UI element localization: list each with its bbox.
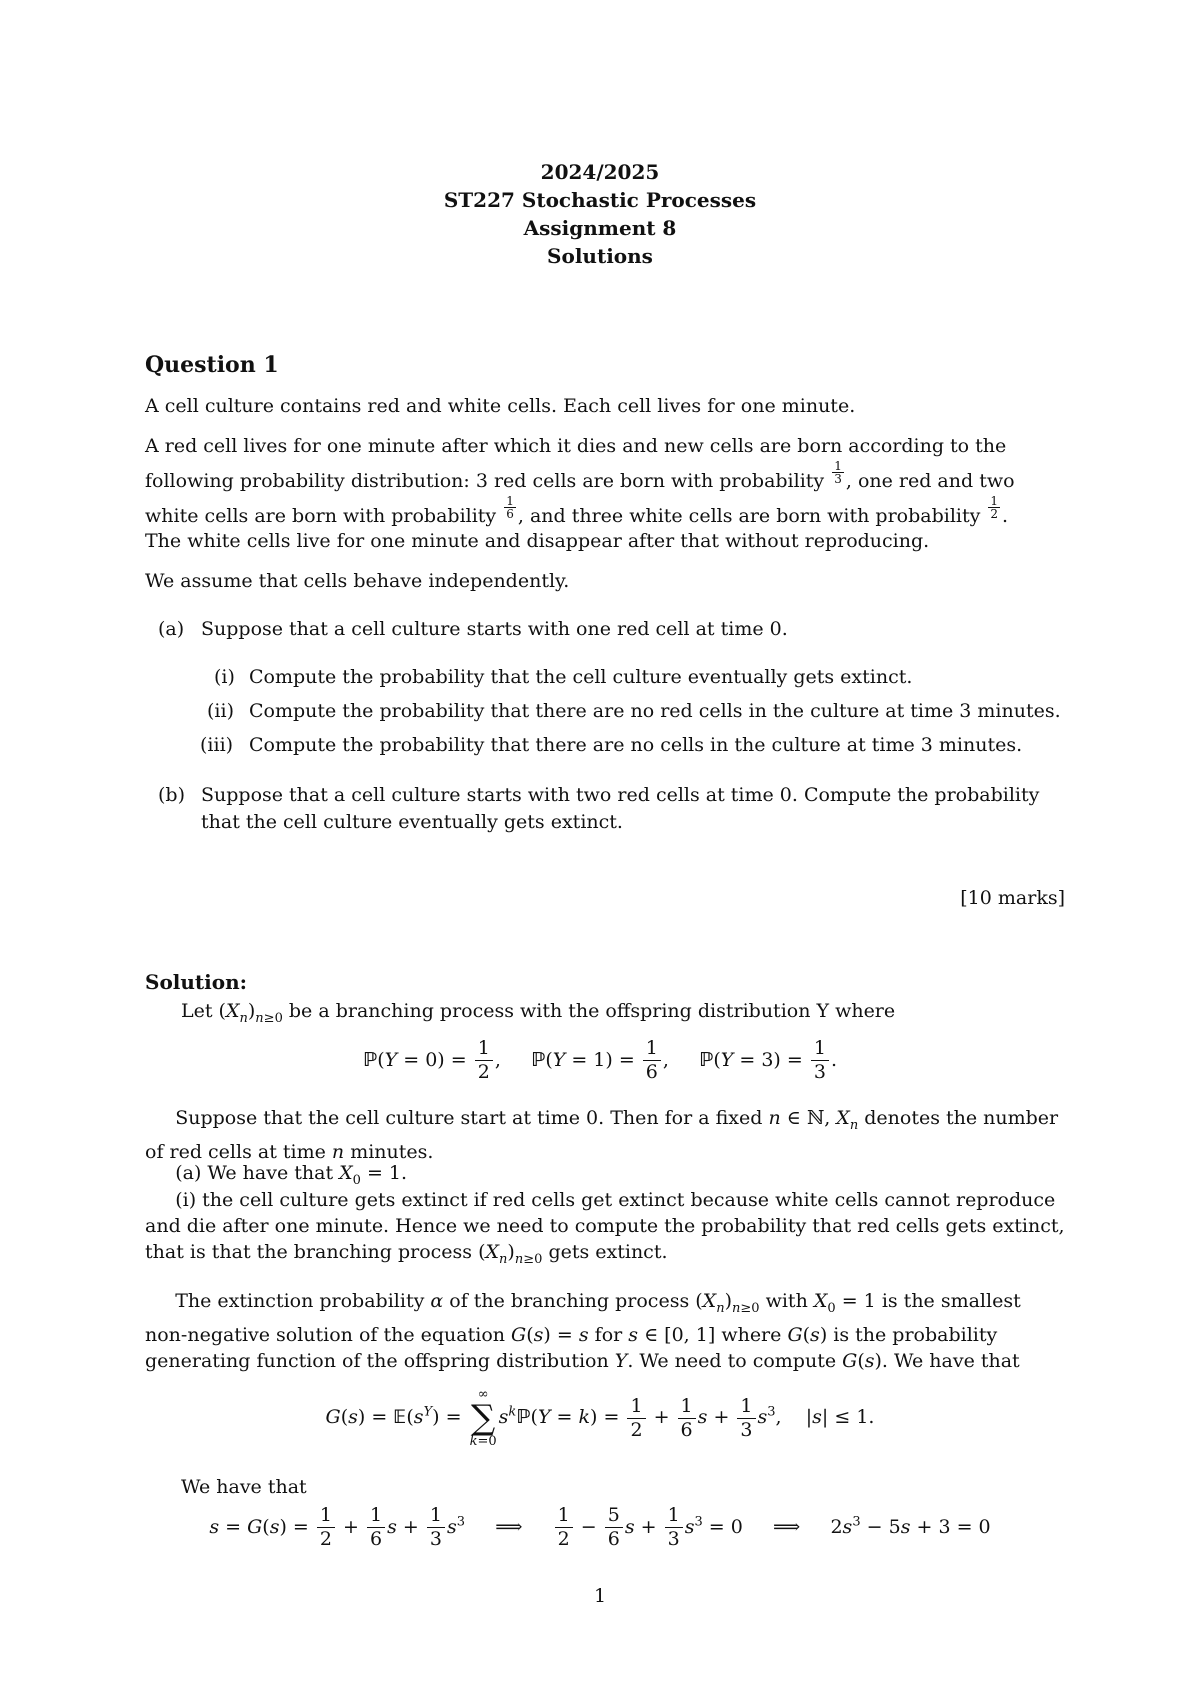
fraction-denominator: 3 [834, 472, 842, 486]
fraction-numerator: 1 [643, 1038, 661, 1061]
part-i-label: (i) [214, 666, 235, 688]
page-number: 1 [593, 1585, 607, 1607]
fraction-third [811, 1038, 829, 1083]
question-paragraph-1: A cell culture contains red and white cells. Each cell lives for one minute. [145, 395, 856, 417]
fraction-numerator: 1 [367, 1505, 385, 1528]
fraction-one-half [988, 495, 1000, 520]
fraction-half [475, 1038, 493, 1083]
fraction-one-third [832, 460, 844, 485]
fraction-denominator: 3 [429, 1528, 442, 1550]
fraction-numerator: 1 [737, 1396, 755, 1419]
solution-paragraph-3: The extinction probability α of the branching process $(X_n)_{n\ge 0}$ with $X_0 = 1$ is the smallest non-negative solution of the equation G(s) = s for s ∈ [0, 1] where G(s) is the probability generating function of the offspring distribution Y. We need to compute G(s). We have that [145, 1290, 1021, 1372]
fraction-numerator: 1 [678, 1396, 696, 1419]
part-iii-label: (iii) [200, 734, 234, 756]
marks: [10 marks] [960, 887, 1065, 909]
q-p2-text-b: , one red and two white cells are born with probability [145, 470, 1015, 527]
fraction-denominator: 2 [630, 1418, 643, 1441]
fraction-denominator: 3 [813, 1061, 826, 1083]
q-p2-text-d: . [1002, 505, 1009, 527]
sol-p3-text-g: is the probability generating function of the offspring distribution [145, 1323, 998, 1372]
fraction-denominator: 2 [319, 1528, 332, 1550]
solution-paragraph-2: Suppose that the cell culture start at time 0. Then for a fixed n ∈ ℕ, $X_n$ denotes the number of red cells at time n minutes. [145, 1107, 1059, 1163]
fraction-denominator: 6 [607, 1528, 620, 1550]
fraction-numerator: 1 [475, 1038, 493, 1061]
fraction-half [555, 1505, 573, 1550]
sol-p3-text-a: The extinction probability [175, 1290, 425, 1312]
sol-p2-text-b: denotes the number of red cells at time [145, 1107, 1059, 1163]
sol-pi-text-b: gets extinct. [548, 1241, 668, 1263]
fraction-numerator: 1 [555, 1505, 573, 1528]
fraction-sixth [367, 1505, 385, 1550]
sol-l1-text-b: be a branching process with the offspring distribution Y where [288, 1000, 896, 1022]
fraction-numerator: 1 [506, 494, 514, 508]
summation-symbol: ∞ ∑ k=0 [469, 1387, 497, 1449]
fixed-point-equation: s = G(s) = $\frac{1}{2}$ + $\frac{1}{6}$ s + $\frac{1}{3}$ $s^3$ ⟹ $\frac{1}{2}$ − $\frac{5}{6}$ s + $\frac{1}{3}$ $s^3 = 0$ ⟹ $2s^3 - 5s + 3 = 0$ [209, 1504, 991, 1550]
fraction-one-sixth [504, 495, 516, 520]
solution-line-1 [181, 998, 1065, 1032]
fraction-numerator: 1 [990, 494, 999, 508]
fraction-numerator: 1 [834, 459, 842, 473]
sol-l1-text-a: Let [181, 1000, 213, 1022]
part-a-text: Suppose that a cell culture starts with one red cell at time 0. [201, 618, 788, 640]
fraction-denominator: 3 [740, 1418, 753, 1441]
sol-p2-text: Suppose that the cell culture start at time 0. Then for a fixed [175, 1107, 763, 1129]
fraction-numerator: 1 [811, 1038, 829, 1061]
sol-pi-text-a: (i) the cell culture gets extinct if red cells get extinct because white cells cannot reproduce and die after one minute. Hence we need to compute the probability that red cells gets extinct, that is that the branching process [145, 1189, 1065, 1263]
question-paragraph-4: We assume that cells behave independently. [145, 570, 570, 592]
fraction-sixth [678, 1396, 696, 1441]
part-b-text: Suppose that a cell culture starts with two red cells at time 0. Compute the probability that the cell culture eventually gets extinct. [201, 784, 1040, 833]
title-year: 2024/2025 [540, 160, 660, 184]
solution-heading: Solution: [145, 970, 248, 994]
fraction-third [737, 1396, 755, 1441]
fraction-denominator: 6 [370, 1528, 383, 1550]
sol-p3-text-h: . We need to compute [627, 1349, 837, 1372]
solution-part-a: (a) We have that $X_0 = 1$. [175, 1162, 408, 1188]
fraction-denominator: 6 [506, 507, 514, 521]
fraction-denominator: 6 [680, 1418, 693, 1441]
solution-part-i: (i) the cell culture gets extinct if red cells get extinct because white cells cannot reproduce and die after one minute. Hence we need to compute the probability that red cells gets extinct, that is that the branching process $(X_n)_{n\ge 0}$ gets extinct. [145, 1189, 1065, 1267]
title-course: ST227 Stochastic Processes [443, 188, 757, 212]
fraction-numerator: 1 [427, 1505, 445, 1528]
pgf-equation: $G(s) = 𝔼(s^Y)$ = ∞ ∑ k=0 $s^kℙ(Y = k)$ = $\frac{1}{2}$ + $\frac{1}{6}$ s + $\frac{1}{3}$ $s^3$, |s| ≤ 1. [325, 1387, 875, 1449]
fraction-half [627, 1396, 645, 1441]
fraction-sixth [643, 1038, 661, 1083]
fraction-denominator: 2 [990, 507, 999, 521]
fraction-half [317, 1505, 335, 1550]
fraction-numerator: 1 [317, 1505, 335, 1528]
sol-p3-text-i: . We have that [881, 1349, 1020, 1372]
fraction-numerator: 1 [627, 1396, 645, 1419]
question-heading: Question 1 [145, 352, 279, 378]
part-a-label: (a) [158, 618, 185, 640]
title-subtitle: Solutions [547, 244, 653, 268]
part-i-text: Compute the probability that the cell culture eventually gets extinct. [249, 666, 913, 688]
fraction-third [665, 1505, 683, 1550]
sol-p3-text-e: for [594, 1323, 623, 1346]
part-ii-text: Compute the probability that there are no red cells in the culture at time 3 minutes. [249, 700, 1061, 722]
q-p2-text-c: , and three white cells are born with probability [517, 505, 981, 527]
question-paragraph-2 [145, 432, 1065, 530]
part-ii-label: (ii) [207, 700, 234, 722]
fraction-denominator: 2 [477, 1061, 490, 1083]
offspring-distribution-equation: ℙ(Y = 0) = $\frac{1}{2}$ , ℙ(Y = 1) = $\frac{1}{6}$ , ℙ(Y = 3) = $\frac{1}{3}$ . [363, 1037, 837, 1083]
sol-p3-text-d: is the smallest non-negative solution of the equation [145, 1290, 1021, 1346]
fraction-denominator: 3 [667, 1528, 680, 1550]
fraction-numerator: 1 [665, 1505, 683, 1528]
part-b-label: (b) [158, 784, 185, 806]
part-iii-text: Compute the probability that there are no cells in the culture at time 3 minutes. [249, 734, 1023, 756]
sol-p3-text-c: with [765, 1290, 808, 1312]
fraction-denominator: 2 [557, 1528, 570, 1550]
sol-pa-text: (a) We have that [175, 1162, 334, 1184]
sol-p2-text-c: minutes. [350, 1140, 434, 1163]
sol-p3-text-f: where [721, 1323, 782, 1346]
title-assignment: Assignment 8 [523, 216, 677, 240]
fraction-third [427, 1505, 445, 1550]
sol-p3-text-b: of the branching process [449, 1290, 690, 1312]
solution-paragraph-4: We have that [181, 1476, 307, 1498]
fraction-denominator: 6 [645, 1061, 658, 1083]
q-p2-text-a: A red cell lives for one minute after which it dies and new cells are born according to the following probability distribution: 3 red cells are born with probability [145, 435, 1007, 492]
fraction-numerator: 5 [605, 1505, 623, 1528]
math-process: $(X_n)_{n\ge 0}$ [218, 1000, 283, 1026]
question-paragraph-3: The white cells live for one minute and disappear after that without reproducing. [145, 530, 930, 552]
fraction-five-sixths [605, 1505, 623, 1550]
